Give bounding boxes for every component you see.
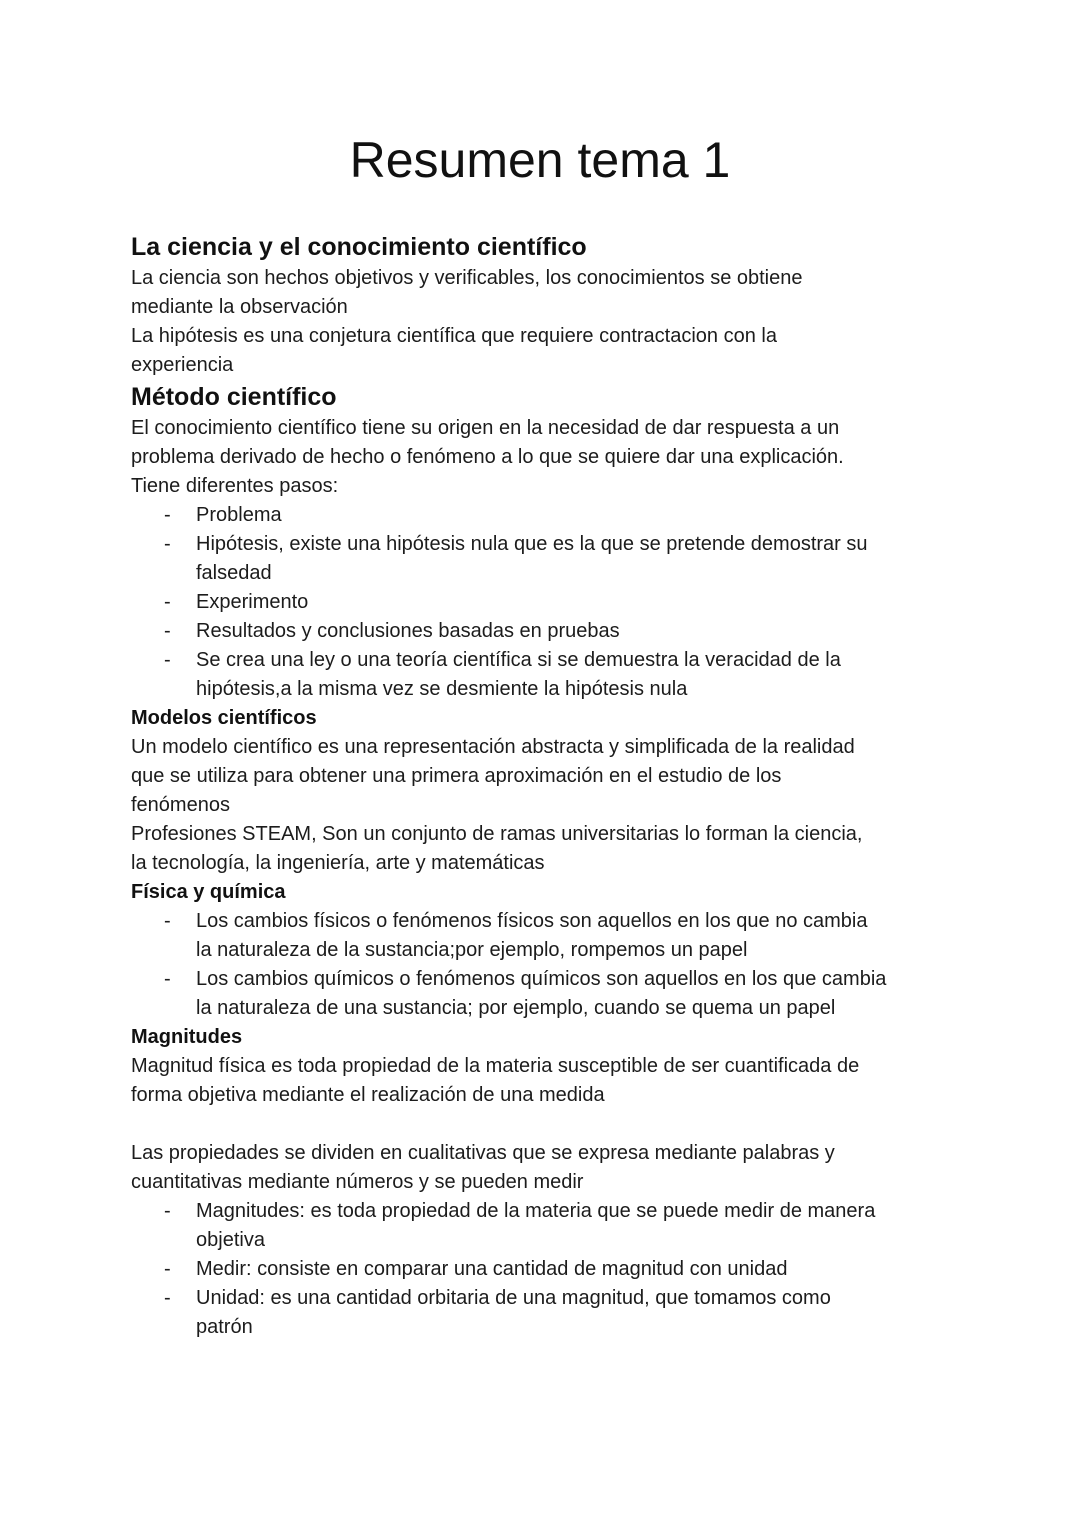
list-item: - Hipótesis, existe una hipótesis nula que es la que se pretende demostrar su falsedad <box>131 530 961 588</box>
steps-list <box>131 501 961 704</box>
dash-bullet: - <box>164 504 171 526</box>
heading-modelos: Modelos científicos <box>131 707 317 729</box>
dash-bullet: - <box>164 1287 171 1309</box>
list-item: - Magnitudes: es toda propiedad de la materia que se puede medir de manera objetiva <box>131 1197 961 1255</box>
dash-bullet: - <box>164 620 171 642</box>
list-item: - Problema <box>131 501 961 530</box>
paragraph: El conocimiento científico tiene su origen en la necesidad de dar respuesta a un problema derivado de hecho o fenómeno a lo que se quiere dar una explicación. <box>131 417 844 468</box>
blank-line <box>131 1110 961 1139</box>
list-item: - Resultados y conclusiones basadas en pruebas <box>131 617 961 646</box>
paragraph: Profesiones STEAM, Son un conjunto de ramas universitarias lo forman la ciencia, la tecnología, la ingeniería, arte y matemáticas <box>131 823 863 874</box>
dash-bullet: - <box>164 1258 171 1280</box>
heading-fisica: Física y química <box>131 881 286 903</box>
heading-magnitudes: Magnitudes <box>131 1026 243 1048</box>
list-item: - Unidad: es una cantidad orbitaria de una magnitud, que tomamos como patrón <box>131 1284 961 1342</box>
paragraph: La ciencia son hechos objetivos y verificables, los conocimientos se obtiene mediante la observación <box>131 267 803 318</box>
magnitudes-list <box>131 1197 961 1342</box>
dash-bullet: - <box>164 968 171 990</box>
document-title: Resumen tema 1 <box>349 132 731 188</box>
paragraph: La hipótesis es una conjetura científica que requiere contractacion con la experiencia <box>131 325 777 376</box>
dash-bullet: - <box>164 910 171 932</box>
list-item: - Experimento <box>131 588 961 617</box>
list-item: - Se crea una ley o una teoría científica si se demuestra la veracidad de la hipótesis,a la misma vez se desmiente la hipótesis nula <box>131 646 961 704</box>
dash-bullet: - <box>164 591 171 613</box>
paragraph: Tiene diferentes pasos: <box>131 475 339 497</box>
paragraph: Magnitud física es toda propiedad de la materia susceptible de ser cuantificada de forma objetiva mediante el realización de una medida <box>131 1055 860 1106</box>
dash-bullet: - <box>164 649 171 671</box>
paragraph: Un modelo científico es una representación abstracta y simplificada de la realidad que se utiliza para obtener una primera aproximación en el estudio de los fenómenos <box>131 736 855 816</box>
document-body <box>131 230 961 1342</box>
fisica-list <box>131 907 961 1023</box>
list-item: - Los cambios físicos o fenómenos físicos son aquellos en los que no cambia la naturaleza de la sustancia;por ejemplo, rompemos un papel <box>131 907 961 965</box>
list-item: - Los cambios químicos o fenómenos químicos son aquellos en los que cambia la naturaleza de una sustancia; por ejemplo, cuando se quema un papel <box>131 965 961 1023</box>
dash-bullet: - <box>164 1200 171 1222</box>
dash-bullet: - <box>164 533 171 555</box>
heading-metodo: Método científico <box>131 383 337 411</box>
list-item: - Medir: consiste en comparar una cantidad de magnitud con unidad <box>131 1255 961 1284</box>
heading-ciencia: La ciencia y el conocimiento científico <box>131 233 587 261</box>
paragraph: Las propiedades se dividen en cualitativas que se expresa mediante palabras y cuantitativas mediante números y se pueden medir <box>131 1142 835 1193</box>
